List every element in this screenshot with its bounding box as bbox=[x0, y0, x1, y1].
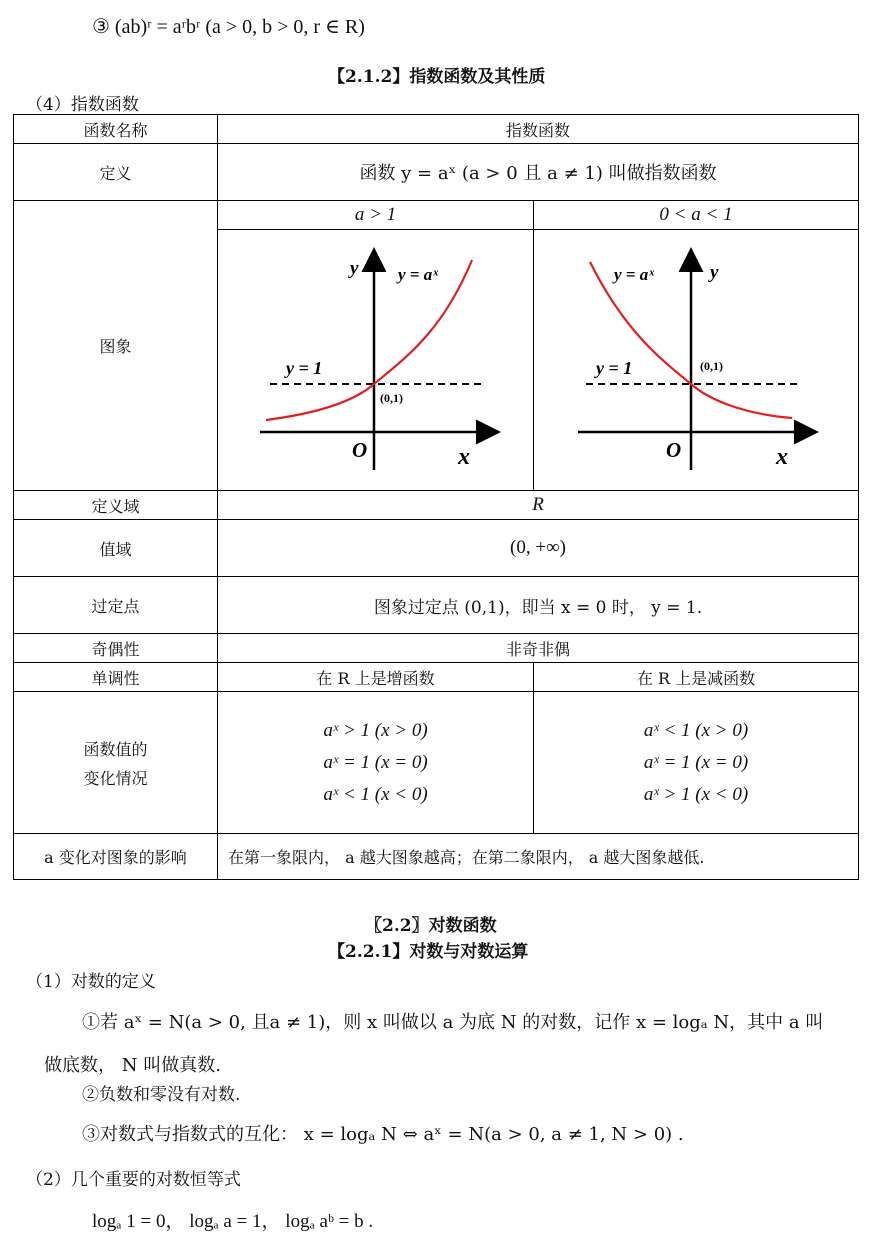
curve-label: y = aˣ bbox=[614, 265, 655, 284]
section-2-2-title: 〖2.2〗对数函数 bbox=[365, 916, 497, 936]
section-2-1-2-title: 【2.1.2】指数函数及其性质 bbox=[328, 67, 546, 87]
values-left-item: aˣ < 1 (x < 0) bbox=[323, 783, 428, 805]
sub-2-title: （2）几个重要的对数恒等式 bbox=[26, 1170, 241, 1190]
x-axis-label: x bbox=[458, 444, 470, 470]
values-right-item: aˣ = 1 (x = 0) bbox=[643, 751, 749, 773]
graph-label: 图象 bbox=[14, 201, 218, 491]
values-label-line-2: 变化情况 bbox=[83, 768, 148, 788]
y-axis-label: y bbox=[710, 262, 719, 283]
curve-label: y = aˣ bbox=[398, 265, 439, 284]
exponential-function-table bbox=[13, 114, 859, 880]
values-left bbox=[218, 692, 534, 834]
graph-case-left: a > 1 bbox=[218, 201, 534, 230]
parity-value: 非奇非偶 bbox=[218, 634, 859, 663]
fixed-point-value: 图象过定点 (0,1)，即当 x = 0 时， y = 1. bbox=[218, 577, 859, 634]
graph-increasing bbox=[218, 230, 534, 486]
origin-label: O bbox=[352, 438, 368, 462]
effect-label: a 变化对图象的影响 bbox=[14, 834, 218, 880]
log-identities: logₐ 1 = 0， logₐ a = 1， logₐ aᵇ = b . bbox=[92, 1211, 374, 1232]
y-axis-label: y bbox=[350, 258, 359, 279]
values-label-line-1: 函数值的 bbox=[83, 739, 148, 759]
graph-left-cell bbox=[218, 230, 534, 491]
origin-label: O bbox=[666, 438, 682, 462]
values-right-item: aˣ < 1 (x > 0) bbox=[643, 719, 749, 741]
header-left: 函数名称 bbox=[14, 115, 218, 144]
values-right-item: aˣ > 1 (x < 0) bbox=[643, 783, 749, 805]
domain-label: 定义域 bbox=[14, 491, 218, 520]
values-label bbox=[14, 692, 218, 834]
header-right: 指数函数 bbox=[218, 115, 859, 144]
definition-label: 定义 bbox=[14, 144, 218, 201]
graph-right-cell bbox=[534, 230, 859, 491]
sub-1-title: （1）对数的定义 bbox=[26, 972, 156, 992]
values-right bbox=[534, 692, 859, 834]
fixed-point-label: 过定点 bbox=[14, 577, 218, 634]
definition-line-2: ②负数和零没有对数. bbox=[82, 1085, 241, 1105]
values-left-item: aˣ = 1 (x = 0) bbox=[323, 751, 428, 773]
values-left-item: aˣ > 1 (x > 0) bbox=[323, 719, 428, 741]
point-label: (0,1) bbox=[380, 391, 403, 405]
line-label: y = 1 bbox=[286, 358, 323, 378]
monotonic-left: 在 R 上是增函数 bbox=[218, 663, 534, 692]
definition-line-1b: 做底数， N 叫做真数. bbox=[44, 1055, 221, 1076]
definition-value: 函数 y = aˣ (a > 0 且 a ≠ 1) 叫做指数函数 bbox=[218, 144, 859, 201]
domain-value: R bbox=[218, 491, 859, 520]
graph-decreasing bbox=[534, 230, 859, 486]
line-label: y = 1 bbox=[596, 358, 633, 378]
definition-line-1a: ①若 aˣ = N(a > 0, 且a ≠ 1)，则 x 叫做以 a 为底 N 的对数，记作 x = logₐ N，其中 a 叫 bbox=[82, 1012, 824, 1033]
monotonic-label: 单调性 bbox=[14, 663, 218, 692]
definition-line-3: ③对数式与指数式的互化： x = logₐ N ⇔ aˣ = N(a > 0, a ≠ 1, N > 0) . bbox=[82, 1124, 684, 1145]
effect-value: 在第一象限内， a 越大图象越高；在第二象限内， a 越大图象越低. bbox=[218, 834, 859, 880]
range-value: (0, +∞) bbox=[218, 520, 859, 577]
subsection-4-title: （4）指数函数 bbox=[26, 95, 139, 115]
point-label: (0,1) bbox=[700, 359, 723, 373]
section-2-2-1-title: 【2.2.1】对数与对数运算 bbox=[328, 942, 529, 962]
graph-case-right: 0 < a < 1 bbox=[534, 201, 859, 230]
parity-label: 奇偶性 bbox=[14, 634, 218, 663]
x-axis-label: x bbox=[776, 444, 788, 470]
monotonic-right: 在 R 上是减函数 bbox=[534, 663, 859, 692]
increasing-curve bbox=[266, 260, 472, 420]
top-formula: ③ (ab)ʳ = aʳbʳ (a > 0, b > 0, r ∈ R) bbox=[92, 16, 365, 38]
range-label: 值域 bbox=[14, 520, 218, 577]
